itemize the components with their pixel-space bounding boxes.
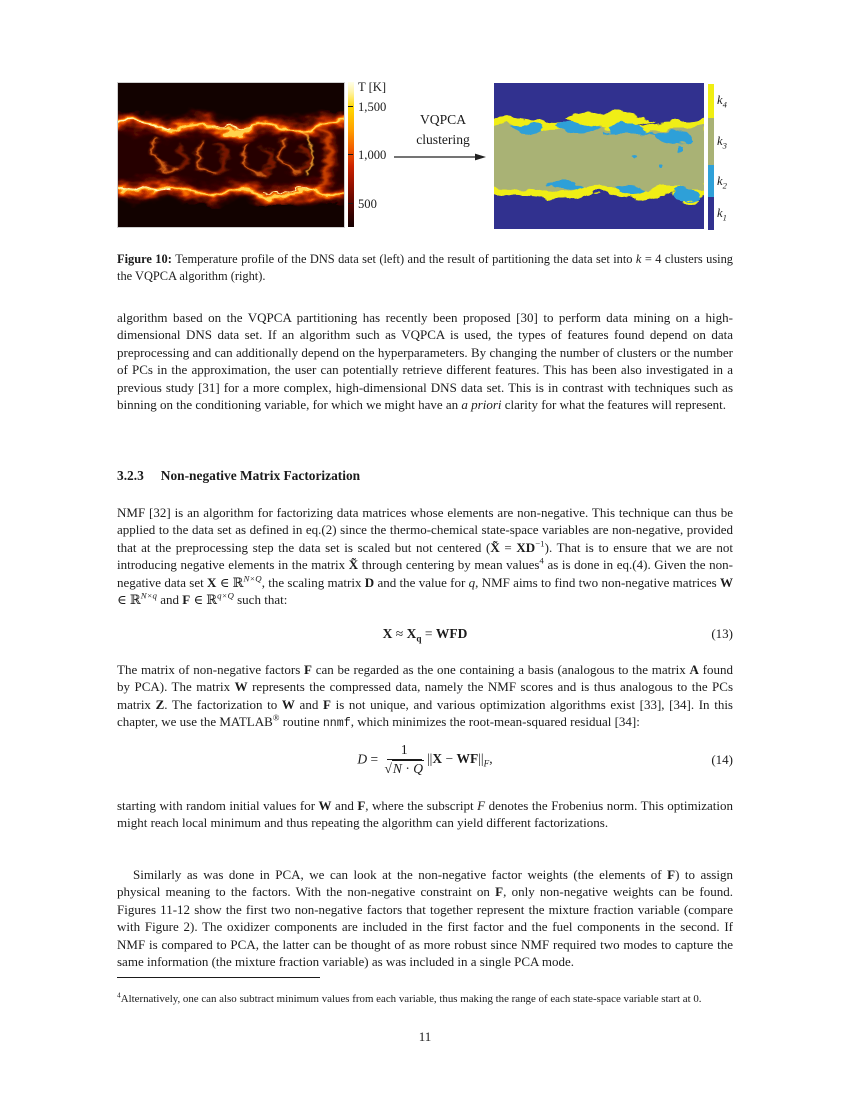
equation-14-number: (14) xyxy=(711,752,733,768)
section-heading xyxy=(117,468,733,484)
label-k4: $k_4$ xyxy=(717,93,727,110)
figure-caption: Figure 10: Temperature profile of the DNS data set (left) and the result of partitioning the data set into k = 4 clusters using the VQPCA algorithm (right). xyxy=(117,252,734,284)
temp-tick-1500: 1,500 xyxy=(358,100,386,115)
tick-mark xyxy=(348,106,353,107)
fraction-denominator xyxy=(385,760,424,778)
cluster-regions xyxy=(494,112,704,206)
equation-14-rhs: $||X - WF||_F$, xyxy=(426,751,493,770)
tick-mark xyxy=(348,203,353,204)
equation-14-fraction xyxy=(385,743,424,778)
fraction-numerator: 1 xyxy=(387,743,422,760)
footnote-text: $^4$Alternatively, one can also subtract minimum values from each variable, thus making the range of each state-space variable start at 0. xyxy=(117,990,702,1005)
colorbar-segment-k2 xyxy=(708,165,714,197)
flame-structure xyxy=(117,119,345,198)
equation-14-lhs: D = xyxy=(357,751,382,767)
equation-13-number: (13) xyxy=(711,626,733,641)
equation-13-body: $X \approx X_q$ = WFD xyxy=(382,626,468,644)
colorbar-segment-k1 xyxy=(708,197,714,230)
label-k2: $k_2$ xyxy=(717,174,727,191)
cluster-colorbar xyxy=(708,84,714,230)
tick-mark xyxy=(348,154,353,155)
equation-14 xyxy=(117,743,733,778)
temp-colorbar-title: T [K] xyxy=(358,80,387,94)
cluster-colorbar-labels xyxy=(717,84,747,230)
radicand: N · Q xyxy=(392,760,423,776)
equation-13 xyxy=(117,626,733,642)
label-k3: $k_3$ xyxy=(717,134,727,151)
paragraph-nmf-intro: NMF [32] is an algorithm for factorizing data matrices whose elements are non-negative. This technique can thus be applied to the data set as defined in eq.(2) since the thermo-chemical state-space variables are non-negative, provided that at the preprocessing step the data set is scaled but not centered (X̃ = $XD^{-1}$). That is to ensure that we are not introducing negative elements in the matrix X̃ through centering by mean values$^4$ as is done in eq.(4). Given the non-negative data set X ∈ ℝ$^{N\times Q}$, the scaling matrix D and the value for q, NMF aims to find two non-negative matrices W ∈ ℝ$^{N\times q}$ and F ∈ ℝ$^{q\times Q}$ such that: xyxy=(117,505,734,608)
footnote-rule xyxy=(117,977,320,978)
page-number: 11 xyxy=(418,1029,432,1044)
section-title: Non-negative Matrix Factorization xyxy=(160,468,361,484)
colorbar-segment-k3 xyxy=(708,118,714,165)
paragraph-vqpca-discussion: algorithm based on the VQPCA partitioning has recently been proposed [30] to perform data mining on a high-dimensional DNS data set. If an algorithm such as VQPCA is used, the types of features found depend on data preprocessing and can additionally depend on the hyperparameters. By changing the number of clusters or the number of PCs in the approximation, the user can potentially retrieve different features. This has been also investigated in a previous study [31] for a more complex, high-dimensional DNS data set. This is in contrast with techniques such as binning on the conditioning variable, for which we might have an a priori clarity for what the features will represent. xyxy=(117,310,733,413)
vqpca-clustering-label: VQPCA clustering xyxy=(416,112,470,147)
label-k1: $k_1$ xyxy=(717,206,727,223)
right-arrow-icon xyxy=(394,151,486,163)
paragraph-optimization: starting with random initial values for W and F, where the subscript F denotes the Frobenius norm. This optimization might reach local minimum and thus repeating the algorithm can yield different factorizations. xyxy=(117,798,733,831)
temp-tick-500: 500 xyxy=(358,197,377,212)
cluster-partition-image xyxy=(494,83,704,229)
temp-tick-1000: 1,000 xyxy=(358,148,386,163)
section-number: 3.2.3 xyxy=(117,468,144,484)
radical-sign: √ xyxy=(384,760,392,776)
colorbar-segment-k4 xyxy=(708,84,714,118)
paragraph-factor-weights: Similarly as was done in PCA, we can look at the non-negative factor weights (the elements of F) to assign physical meaning to the factors. With the non-negative constraint on F, only non-negative weights can be found. Figures 11-12 show the first two non-negative factors that together represent the mixture fraction variable (compare with Figure 2). The oxidizer components are included in the first factor and the fuel components in the second. If NMF is compared to PCA, the latter can be thought of as more robust since NMF required two modes to capture the same information (the mixture fraction variable) as was included in a single PCA mode. xyxy=(117,867,733,970)
paragraph-factor-matrix: The matrix of non-negative factors F can be regarded as the one containing a basis (analogous to the matrix A found by PCA). The matrix W represents the compressed data, namely the NMF scores and is thus analogous to the PCs matrix Z. The factorization to W and F is not unique, and various optimization algorithms exist [33], [34]. In this chapter, we use the MATLAB® routine nnmf, which minimizes the root-mean-squared residual [34]: xyxy=(117,662,734,731)
dns-temperature-image xyxy=(117,82,345,228)
